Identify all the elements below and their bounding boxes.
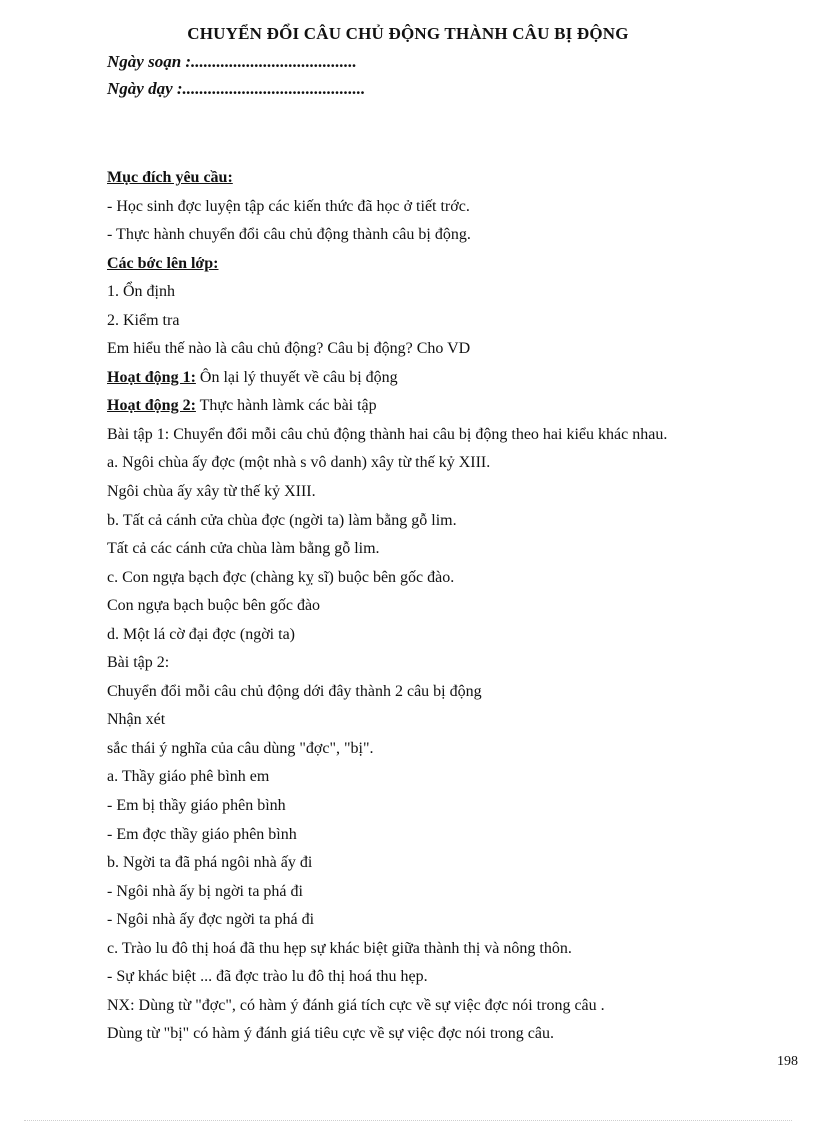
step-item: 1. Ổn định <box>107 283 175 301</box>
exercise-line: - Ngôi nhà ấy đợc ngời ta phá đi <box>107 911 315 929</box>
exercise-line: Chuyển đổi mỗi câu chủ động dới đây thành 2 câu bị động <box>107 682 482 700</box>
exercise-line: - Em đợc thầy giáo phên bình <box>107 825 297 843</box>
activity-1 <box>107 364 797 393</box>
footer-divider <box>24 1120 792 1121</box>
date-prepared: Ngày soạn :....................................... <box>107 52 357 71</box>
exercise-line: - Em bị thầy giáo phên bình <box>107 797 286 815</box>
document-title: CHUYỂN ĐỔI CÂU CHỦ ĐỘNG THÀNH CÂU BỊ ĐỘNG <box>187 24 629 43</box>
exercise-line: c. Trào lu đô thị hoá đã thu hẹp sự khác biệt giữa thành thị và nông thôn. <box>107 939 572 957</box>
steps-heading: Các bớc lên lớp: <box>107 254 219 272</box>
review-question: Em hiểu thế nào là câu chủ động? Câu bị động? Cho VD <box>107 340 471 358</box>
purpose-item: - Học sinh đợc luyện tập các kiến thức đã học ở tiết trớc. <box>107 197 470 215</box>
exercise-line: Nhận xét <box>107 711 166 729</box>
exercise-line: - Sự khác biệt ... đã đợc trào lu đô thị hoá thu hẹp. <box>107 968 428 986</box>
activity-2-text: Thực hành làmk các bài tập <box>195 397 377 415</box>
date-taught: Ngày dạy :........................................... <box>107 79 366 98</box>
exercise-line: Tất cả các cánh cửa chùa làm bằng gỗ lim. <box>107 540 380 558</box>
activity-1-label: Hoạt động 1: <box>107 368 196 386</box>
exercise-2-prompt: Bài tập 2: <box>107 654 170 672</box>
exercise-line: - Ngôi nhà ấy bị ngời ta phá đi <box>107 882 303 900</box>
activity-2-label: Hoạt động 2: <box>107 397 196 415</box>
step-item: 2. Kiểm tra <box>107 311 180 329</box>
exercise-line: Ngôi chùa ấy xây từ thế kỷ XIII. <box>107 483 316 501</box>
exercise-line: a. Thầy giáo phê bình em <box>107 768 270 786</box>
exercise-line: c. Con ngựa bạch đợc (chàng kỵ sĩ) buộc bên gốc đào. <box>107 568 455 586</box>
exercise-line: sắc thái ý nghĩa của câu dùng "đợc", "bị". <box>107 739 374 757</box>
conclusion-line: NX: Dùng từ "đợc", có hàm ý đánh giá tích cực về sự việc đợc nói trong câu . <box>107 996 605 1014</box>
purpose-heading: Mục đích yêu cầu: <box>107 169 233 186</box>
purpose-item: - Thực hành chuyển đổi câu chủ động thành câu bị động. <box>107 226 471 244</box>
lesson-body <box>107 164 797 1049</box>
exercise-line: Con ngựa bạch buộc bên gốc đào <box>107 597 321 615</box>
activity-1-text: Ôn lại lý thuyết về câu bị động <box>195 368 398 386</box>
exercise-line: b. Tất cả cánh cửa chùa đợc (ngời ta) làm bằng gỗ lim. <box>107 511 457 529</box>
exercise-1-prompt: Bài tập 1: Chuyển đổi mỗi câu chủ động thành hai câu bị động theo hai kiểu khác nhau. <box>107 425 668 443</box>
exercise-line: b. Ngời ta đã phá ngôi nhà ấy đi <box>107 854 313 872</box>
conclusion-line: Dùng từ "bị" có hàm ý đánh giá tiêu cực về sự việc đợc nói trong câu. <box>107 1025 554 1043</box>
activity-2 <box>107 392 797 421</box>
exercise-line: a. Ngôi chùa ấy đợc (một nhà s vô danh) xây từ thế kỷ XIII. <box>107 454 491 472</box>
exercise-line: d. Một lá cờ đại đợc (ngời ta) <box>107 625 295 643</box>
page-number: 198 <box>777 1054 798 1069</box>
